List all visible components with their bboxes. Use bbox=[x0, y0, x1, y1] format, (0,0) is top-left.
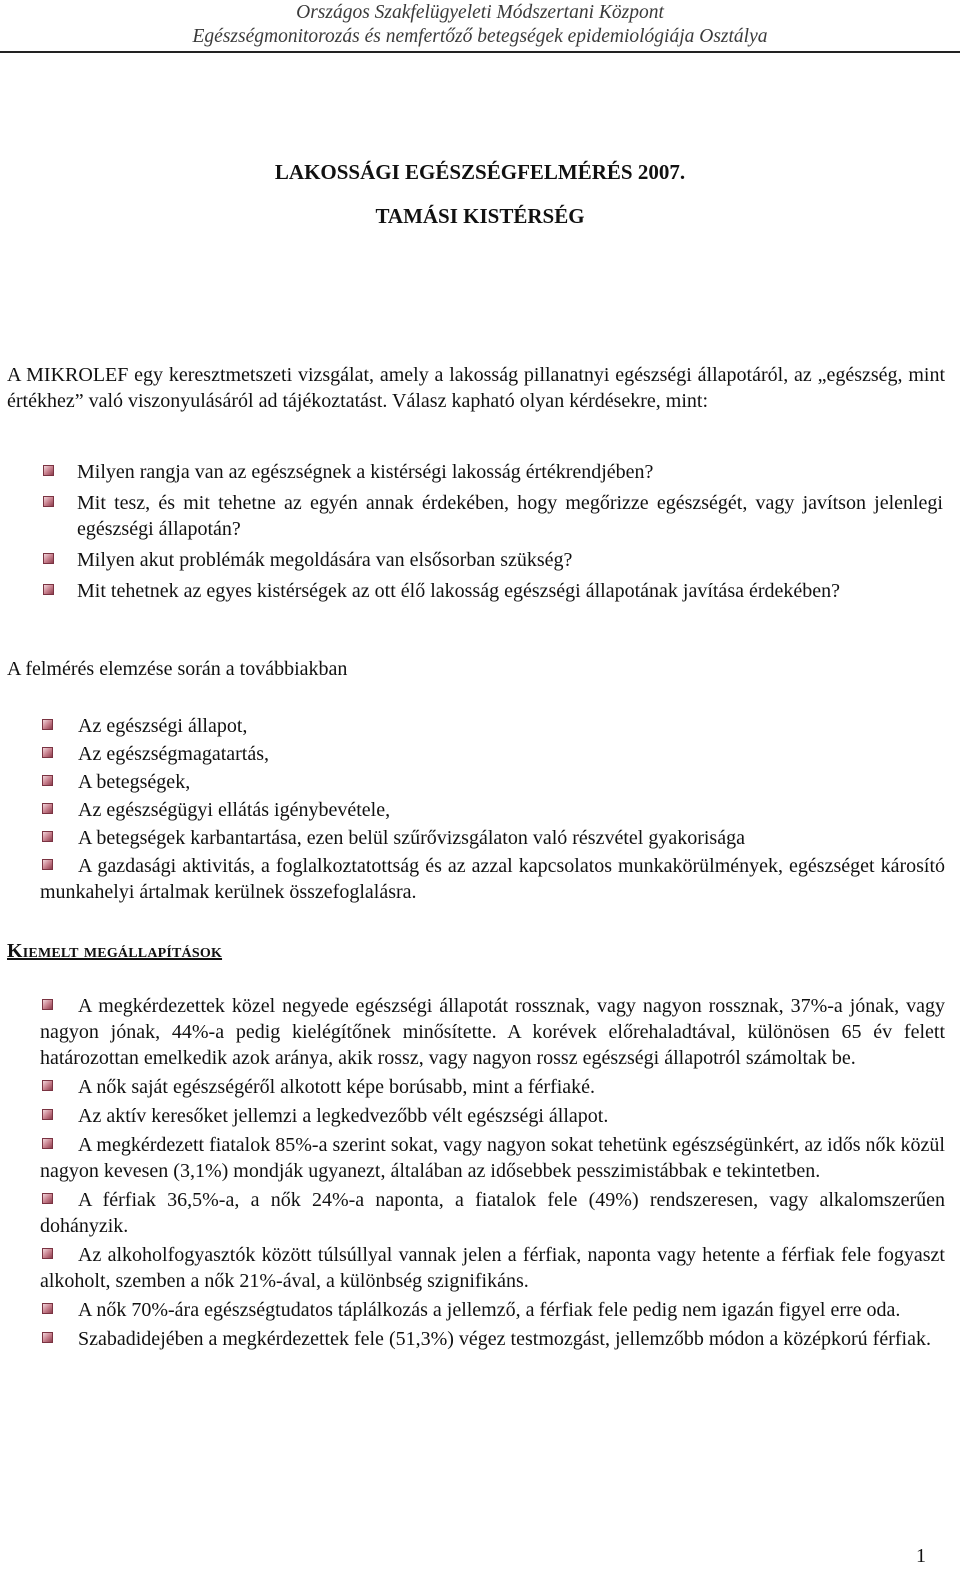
list-item: A betegségek, bbox=[40, 769, 945, 795]
topics-list bbox=[40, 713, 945, 907]
list-item: Szabadidejében a megkérdezettek fele (51,3%) végez testmozgást, jellemzőbb módon a középkorú férfiak. bbox=[40, 1326, 945, 1352]
header-institution: Országos Szakfelügyeleti Módszertani Központ bbox=[296, 2, 664, 23]
square-bullet-icon bbox=[42, 1248, 53, 1259]
square-bullet-icon bbox=[42, 803, 53, 814]
page-header bbox=[0, 0, 960, 52]
square-bullet-icon bbox=[42, 1109, 53, 1120]
list-item: Milyen rangja van az egészségnek a kistérségi lakosság értékrendjében? bbox=[77, 459, 943, 485]
list-item: Az aktív keresőket jellemzi a legkedvezőbb vélt egészségi állapot. bbox=[40, 1103, 945, 1129]
square-bullet-icon bbox=[42, 1332, 53, 1343]
list-item: Az alkoholfogyasztók között túlsúllyal vannak jelen a férfiak, naponta vagy hetente a férfiak fele fogyaszt alkoholt, szemben a nők 21%-ával, a különbség szignifikáns. bbox=[40, 1244, 945, 1292]
document-title: LAKOSSÁGI EGÉSZSÉGFELMÉRÉS 2007. bbox=[274, 160, 686, 184]
list-item: Az egészségügyi ellátás igénybevétele, bbox=[40, 797, 945, 823]
list-item: A megkérdezettek közel negyede egészségi állapotát rossznak, vagy nagyon rossznak, 37%-a jónak, vagy nagyon jónak, 44%-a pedig kielégítőnek minősítette. A korévek előrehaladtával, különösen 65 év felett határozottan emelkedik azok aránya, akik rossz, vagy nagyon rossz egészségi állapotról számoltak be. bbox=[40, 995, 945, 1069]
list-item: A megkérdezett fiatalok 85%-a szerint sokat, vagy nagyon sokat tehetünk egészségünkért, az idős nők közül nagyon kevesen (3,1%) mondják ugyanezt, általában az idősebbek pesszimistábbak e tekintetben. bbox=[40, 1134, 945, 1182]
list-item: Mit tehetnek az egyes kistérségek az ott élő lakosság egészségi állapotának javítása érdekében? bbox=[77, 578, 943, 604]
square-bullet-icon bbox=[43, 465, 54, 476]
square-bullet-icon bbox=[42, 1193, 53, 1204]
square-bullet-icon bbox=[43, 496, 54, 507]
square-bullet-icon bbox=[42, 1138, 53, 1149]
square-bullet-icon bbox=[42, 719, 53, 730]
square-bullet-icon bbox=[43, 584, 54, 595]
list-item: Az egészségmagatartás, bbox=[40, 741, 945, 767]
intro-paragraph: A MIKROLEF egy keresztmetszeti vizsgálat, amely a lakosság pillanatnyi egészségi állapotáról, az „egészség, mint értékhez” való viszonyulásáról ad tájékoztatást. Válasz kapható olyan kérdésekre, mint: bbox=[7, 364, 945, 412]
list-item: Az egészségi állapot, bbox=[40, 713, 945, 739]
square-bullet-icon bbox=[42, 999, 53, 1010]
header-divider bbox=[0, 51, 960, 53]
square-bullet-icon bbox=[43, 553, 54, 564]
list-item: A férfiak 36,5%-a, a nők 24%-a naponta, a fiatalok fele (49%) rendszeresen, vagy alkalomszerűen dohányzik. bbox=[40, 1189, 945, 1237]
square-bullet-icon bbox=[42, 775, 53, 786]
list-item: A betegségek karbantartása, ezen belül szűrővizsgálaton való részvétel gyakorisága bbox=[40, 825, 945, 851]
header-department: Egészségmonitorozás és nemfertőző betegségek epidemiológiája Osztálya bbox=[192, 26, 768, 47]
square-bullet-icon bbox=[42, 1080, 53, 1091]
questions-list bbox=[77, 459, 943, 609]
document-subtitle: TAMÁSI KISTÉRSÉG bbox=[375, 204, 585, 228]
list-item: A gazdasági aktivitás, a foglalkoztatottság és az azzal kapcsolatos munkakörülmények, egészséget károsító munkahelyi ártalmak kerülnek összefoglalásra. bbox=[40, 855, 945, 903]
page-number: 1 bbox=[916, 1545, 926, 1567]
square-bullet-icon bbox=[42, 831, 53, 842]
list-item: Milyen akut problémák megoldására van elsősorban szükség? bbox=[77, 547, 943, 573]
square-bullet-icon bbox=[42, 1303, 53, 1314]
list-item: Mit tesz, és mit tehetne az egyén annak érdekében, hogy megőrizze egészségét, vagy javítson jelenlegi egészségi állapotán? bbox=[77, 490, 943, 542]
list-item: A nők 70%-ára egészségtudatos táplálkozás a jellemző, a férfiak fele pedig nem igazán figyel erre oda. bbox=[40, 1297, 945, 1323]
square-bullet-icon bbox=[42, 747, 53, 758]
square-bullet-icon bbox=[42, 859, 53, 870]
analysis-intro: A felmérés elemzése során a továbbiakban bbox=[7, 658, 348, 680]
findings-list bbox=[40, 993, 945, 1355]
list-item: A nők saját egészségéről alkotott képe borúsabb, mint a férfiaké. bbox=[40, 1074, 945, 1100]
section-heading-findings: Kiemelt megállapítások bbox=[7, 940, 223, 962]
